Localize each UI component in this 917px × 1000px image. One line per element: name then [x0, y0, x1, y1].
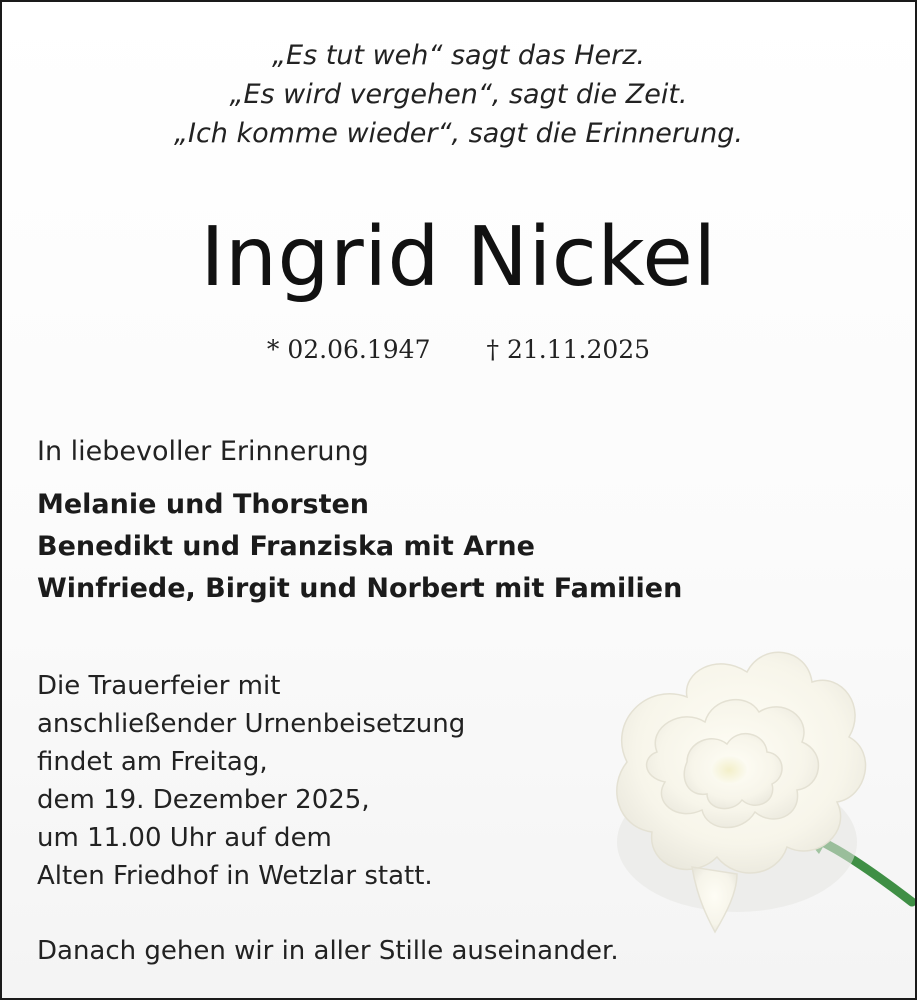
death-date: † 21.11.2025 — [486, 335, 651, 364]
poem-line-3: „Ich komme wieder“, sagt die Erinnerung. — [174, 118, 743, 149]
poem-line-1: „Es tut weh“ sagt das Herz. — [272, 40, 645, 71]
service-line: Alten Friedhof in Wetzlar statt. — [37, 861, 433, 891]
memory-line: In liebevoller Erinnerung — [37, 436, 369, 467]
service-line: Die Trauerfeier mit — [37, 671, 281, 701]
poem-line-2: „Es wird vergehen“, sagt die Zeit. — [229, 79, 688, 110]
service-line: anschließender Urnenbeisetzung — [37, 709, 466, 739]
service-line: dem 19. Dezember 2025, — [37, 785, 370, 815]
service-line: um 11.00 Uhr auf dem — [37, 823, 332, 853]
family-line: Benedikt und Franziska mit Arne — [37, 531, 535, 562]
life-dates — [2, 332, 915, 368]
service-line: findet am Freitag, — [37, 747, 268, 777]
closing-line: Danach gehen wir in aller Stille auseinander. — [37, 936, 619, 966]
birth-date: * 02.06.1947 — [266, 335, 431, 364]
family-line: Melanie und Thorsten — [37, 489, 370, 520]
family-list — [37, 484, 682, 610]
service-info — [37, 667, 465, 895]
deceased-name: Ingrid Nickel — [200, 210, 717, 305]
white-carnation-icon — [587, 612, 917, 952]
poem — [2, 36, 915, 153]
family-line: Winfriede, Birgit und Norbert mit Familien — [37, 573, 683, 604]
